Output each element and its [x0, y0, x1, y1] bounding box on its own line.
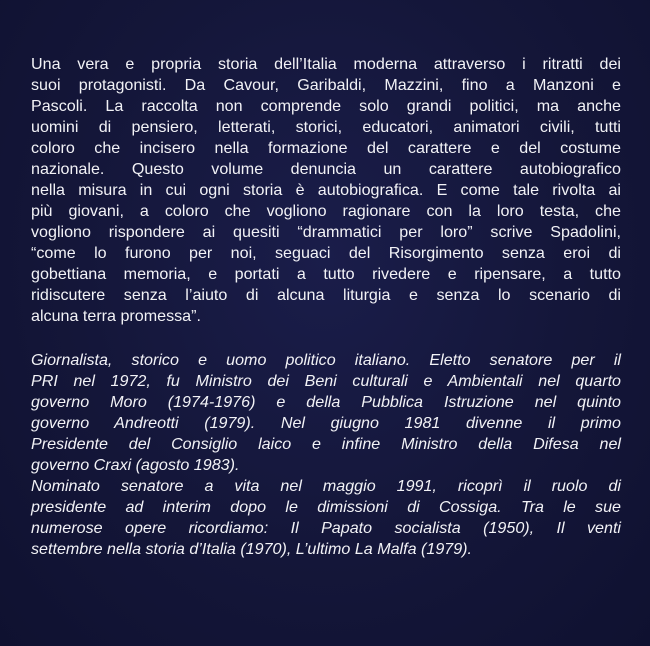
bio-line: presidente ad interim dopo le dimissioni di Cossiga. Tra le sue — [31, 498, 621, 516]
synopsis-line: uomini di pensiero, letterati, storici, educatori, animatori civili, tutti — [31, 118, 621, 136]
synopsis-line: vogliono rispondere ai quesiti “drammatici per loro” scrive Spadolini, — [31, 223, 621, 241]
bio-line: Nominato senatore a vita nel maggio 1991, ricoprì il ruolo di — [31, 477, 621, 495]
synopsis-line: coloro che incisero nella formazione del carattere e del costume — [31, 139, 621, 157]
synopsis-line: alcuna terra promessa”. — [31, 307, 201, 325]
bio-line: Presidente del Consiglio laico e infine Ministro della Difesa nel — [31, 435, 621, 453]
synopsis-line: ridiscutere senza l’aiuto di alcuna liturgia e senza lo scenario di — [31, 286, 621, 304]
author-bio-paragraph — [31, 350, 621, 560]
synopsis-line: Una vera e propria storia dell’Italia moderna attraverso i ritratti dei — [31, 55, 621, 73]
synopsis-line: suoi protagonisti. Da Cavour, Garibaldi, Mazzini, fino a Manzoni e — [31, 76, 621, 94]
synopsis-line: nella misura in cui ogni storia è autobiografica. E come tale rivolta ai — [31, 181, 621, 199]
synopsis-line: “come lo furono per noi, seguaci del Risorgimento senza eroi di — [31, 244, 621, 262]
bio-line: numerose opere ricordiamo: Il Papato socialista (1950), Il venti — [31, 519, 621, 537]
synopsis-line: nazionale. Questo volume denuncia un carattere autobiografico — [31, 160, 621, 178]
bio-line: settembre nella storia d’Italia (1970), L’ultimo La Malfa (1979). — [31, 540, 473, 558]
bio-line: Giornalista, storico e uomo politico italiano. Eletto senatore per il — [31, 351, 621, 369]
bio-line: governo Andreotti (1979). Nel giugno 1981 divenne il primo — [31, 414, 621, 432]
bio-line: governo Moro (1974-1976) e della Pubblica Istruzione nel quinto — [31, 393, 621, 411]
bio-line: PRI nel 1972, fu Ministro dei Beni culturali e Ambientali nel quarto — [31, 372, 621, 390]
synopsis-paragraph — [31, 54, 621, 327]
synopsis-line: Pascoli. La raccolta non comprende solo grandi politici, ma anche — [31, 97, 621, 115]
bio-line: governo Craxi (agosto 1983). — [31, 456, 240, 474]
synopsis-line: più giovani, a coloro che vogliono ragionare con la loro testa, che — [31, 202, 621, 220]
synopsis-line: gobettiana memoria, e portati a tutto rivedere e ripensare, a tutto — [31, 265, 621, 283]
